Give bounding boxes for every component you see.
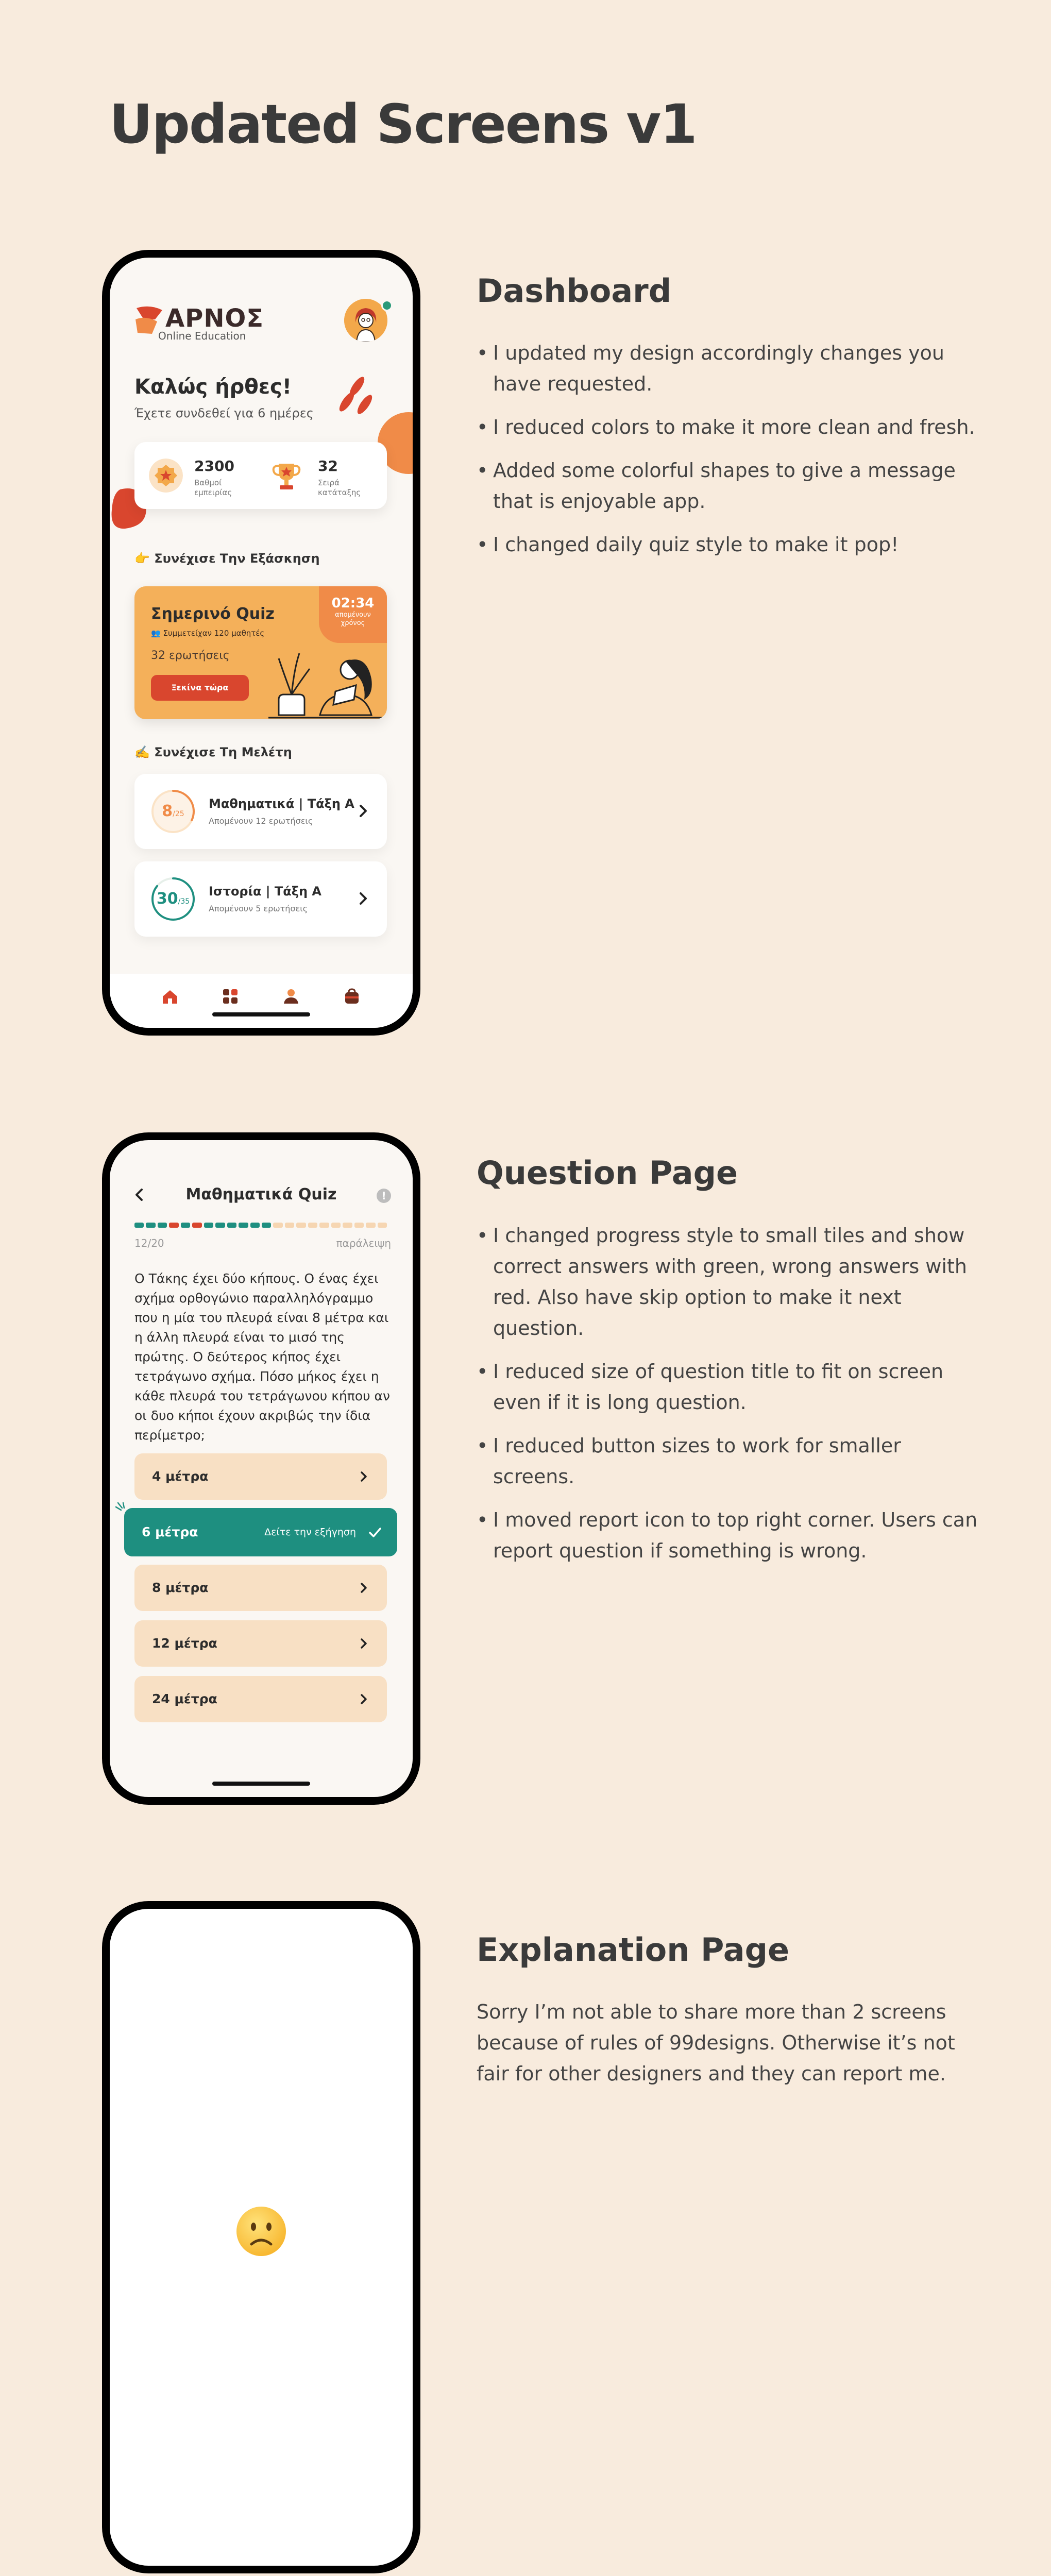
answer-option[interactable]: 12 μέτρα	[134, 1620, 387, 1667]
start-quiz-button[interactable]: Ξεκίνα τώρα	[151, 675, 249, 701]
rank-value: 32	[318, 457, 338, 474]
progress-tile-pending	[308, 1223, 317, 1228]
progress-tile-correct	[158, 1223, 167, 1228]
progress-tile-correct	[181, 1223, 190, 1228]
timer-value: 02:34	[331, 596, 375, 611]
study-title-math: Μαθηματικά | Τάξη Α	[209, 796, 354, 811]
quiz-title: Σημερινό Quiz	[151, 605, 275, 623]
chevron-right-icon	[354, 889, 372, 908]
question-phone	[102, 1132, 420, 1805]
question-section-title: Question Page	[477, 1154, 738, 1192]
quiz-question-count: 32 ερωτήσεις	[151, 649, 230, 662]
check-icon	[366, 1523, 384, 1541]
progress-value-math: 8/25	[162, 802, 184, 820]
online-status-dot	[381, 300, 393, 311]
note-item: • Added some colorful shapes to give a message that is enjoyable app.	[477, 455, 987, 517]
note-item: • I reduced size of question title to fit on screen even if it is long question.	[477, 1356, 987, 1418]
practice-section-label: 👉 Συνέχισε Την Εξάσκηση	[134, 551, 320, 566]
explanation-text: Sorry I’m not able to share more than 2 screens because of rules of 99designs. Otherwise it’s not fair for other designers and they can report me.	[477, 2001, 955, 2085]
dashboard-notes	[477, 337, 987, 572]
timer-label: απομένουν χρόνος	[335, 611, 371, 627]
note-item: • I changed daily quiz style to make it pop!	[477, 529, 987, 560]
chevron-right-icon	[356, 1580, 371, 1596]
answer-option[interactable]: 4 μέτρα	[134, 1453, 387, 1500]
progress-tile-pending	[343, 1223, 352, 1228]
report-icon[interactable]: !	[377, 1189, 391, 1203]
study-section-label: ✍️ Συνέχισε Τη Μελέτη	[134, 745, 292, 759]
bottom-tab-bar	[110, 974, 413, 1030]
quiz-timer	[319, 586, 387, 643]
progress-tile-pending	[273, 1223, 282, 1228]
quiz-participants: 👥 Συμμετείχαν 120 μαθητές	[151, 629, 265, 638]
note-item: • I moved report icon to top right corner. Users can report question if something is wrong.	[477, 1504, 987, 1566]
skip-link[interactable]: παράλειψη	[336, 1237, 391, 1249]
home-indicator	[212, 1782, 310, 1786]
dashboard-phone	[102, 250, 420, 1036]
note-item: • I updated my design accordingly changes you have requested.	[477, 337, 987, 399]
explanation-section-title: Explanation Page	[477, 1931, 790, 1969]
study-title-history: Ιστορία | Τάξη Α	[209, 884, 321, 899]
progress-tile-pending	[378, 1223, 387, 1228]
xp-label: Βαθμοί εμπειρίας	[194, 478, 232, 497]
progress-tile-correct	[262, 1223, 271, 1228]
progress-value-history: 30/35	[156, 890, 190, 908]
explanation-phone	[102, 1901, 420, 2573]
page-title: Updated Screens v1	[109, 93, 697, 156]
student-reading-illustration-icon	[263, 638, 387, 719]
quiz-screen-title: Μαθηματικά Quiz	[185, 1185, 337, 1204]
note-item: • I reduced colors to make it more clean and fresh.	[477, 412, 987, 443]
progress-tile-correct	[134, 1223, 144, 1228]
progress-tile-correct	[204, 1223, 213, 1228]
sad-face-icon	[110, 2205, 413, 2260]
logo-text: ΑΡΝΟΣ	[165, 304, 264, 333]
chevron-right-icon	[356, 1691, 371, 1707]
progress-tile-pending	[366, 1223, 375, 1228]
progress-tile-correct	[146, 1223, 155, 1228]
grid-icon[interactable]	[219, 985, 242, 1008]
chevron-right-icon	[356, 1636, 371, 1651]
progress-tile-correct	[227, 1223, 236, 1228]
progress-tile-wrong	[192, 1223, 201, 1228]
bag-icon[interactable]	[341, 985, 363, 1008]
question-text: Ο Τάκης έχει δύο κήπους. Ο ένας έχει σχήμα ορθογώνιο παραλληλόγραμμο που η μία του πλευρά είναι 8 μέτρα και η άλλη πλευρά είναι το μισό της πρώτης. Ο δεύτερος κήπος έχει τετράγωνο σχήμα. Πόσο μήκος έχει η κάθε πλευρά του τετράγωνου κήπου αν οι δυο κήποι έχουν ακριβώς την ίδια περίμετρο;	[134, 1271, 390, 1443]
progress-tile-pending	[319, 1223, 329, 1228]
see-explanation-link[interactable]: Δείτε την εξήγηση	[264, 1527, 356, 1538]
pointing-hand-icon: 👉	[134, 551, 150, 566]
rank-label: Σειρά κατάταξης	[318, 478, 361, 497]
progress-tile-correct	[239, 1223, 248, 1228]
xp-value: 2300	[194, 457, 234, 474]
chevron-right-icon	[354, 802, 372, 820]
study-subtitle-history: Απομένουν 5 ερωτήσεις	[209, 904, 308, 913]
trophy-icon	[269, 459, 303, 493]
dashboard-section-title: Dashboard	[477, 272, 672, 310]
welcome-title: Καλώς ήρθες!	[134, 375, 292, 399]
stats-card	[134, 442, 387, 509]
study-card-math[interactable]	[134, 774, 387, 849]
progress-tile-wrong	[169, 1223, 178, 1228]
chevron-right-icon	[356, 1469, 371, 1484]
progress-tile-pending	[285, 1223, 294, 1228]
answer-option-correct[interactable]: 6 μέτρα Δείτε την εξήγηση	[124, 1508, 397, 1556]
writing-hand-icon: ✍️	[134, 745, 150, 759]
welcome-subtitle: Έχετε συνδεθεί για 6 ημέρες	[134, 406, 314, 420]
study-card-history[interactable]	[134, 861, 387, 937]
home-icon[interactable]	[159, 985, 181, 1008]
progress-tiles	[134, 1223, 387, 1228]
badge-star-icon	[149, 459, 183, 493]
logo-subtitle: Online Education	[158, 330, 246, 342]
answer-option[interactable]: 8 μέτρα	[134, 1565, 387, 1611]
progress-tile-pending	[331, 1223, 341, 1228]
sparkle-icon	[114, 1502, 129, 1517]
question-progress: 12/20	[134, 1237, 164, 1249]
question-notes	[477, 1220, 987, 1579]
note-item: • I changed progress style to small tiles and show correct answers with green, wrong answers with red. Also have skip option to make it next question.	[477, 1220, 987, 1344]
study-subtitle-math: Απομένουν 12 ερωτήσεις	[209, 816, 313, 826]
progress-tile-pending	[296, 1223, 306, 1228]
answer-option[interactable]: 24 μέτρα	[134, 1676, 387, 1722]
progress-tile-pending	[354, 1223, 364, 1228]
home-indicator	[212, 1012, 310, 1016]
users-icon: 👥	[151, 629, 161, 638]
progress-tile-correct	[250, 1223, 260, 1228]
daily-quiz-card[interactable]	[134, 586, 387, 719]
note-item: • I reduced button sizes to work for smaller screens.	[477, 1430, 987, 1492]
progress-tile-correct	[215, 1223, 225, 1228]
profile-icon[interactable]	[280, 985, 302, 1008]
